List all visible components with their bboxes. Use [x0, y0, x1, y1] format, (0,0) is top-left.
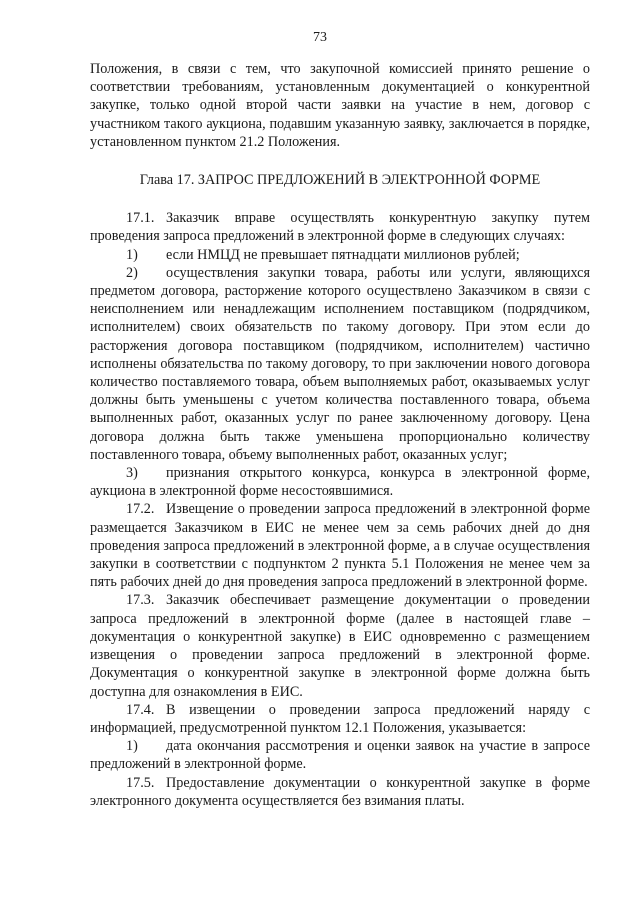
section-number: 17.2. [126, 501, 155, 518]
chapter-title: Глава 17. ЗАПРОС ПРЕДЛОЖЕНИЙ В ЭЛЕКТРОННОЙ ФОРМЕ [139, 172, 541, 189]
list-item [90, 264, 590, 464]
item-text: осуществления закупки товара, работы или услуги, являющихся предметом договора, расторжение которого осуществлено Заказчиком в связи с неисполнением или ненадлежащим исполнением поставщиком (подрядчиком, исполнителем) своих обязательств по такому договору. При этом если до расторжения договора поставщиком (подрядчиком, исполнителем) частично исполнены обязательства по такому договору, то при заключении нового договора количество поставляемого товара, объем выполняемых работ, оказываемых услуг должны быть уменьшены с учетом количества поставленного товара, объема выполненных работ, оказанных услуг по ранее заключенному договору. Цена договора должна быть также уменьшена пропорционально количеству поставленного товара, объему выполненных работ, оказанных услуг; [90, 264, 590, 463]
section-number: 17.5. [126, 774, 155, 791]
item-number: 1) [126, 738, 138, 755]
list-item [90, 737, 590, 773]
section-text: Извещение о проведении запроса предложений в электронной форме размещается Заказчиком в ЕИС не менее чем за семь рабочих дней до дня проведения запроса предложений в электронной форме, а в случае осуществления закупки в соответствии с подпунктом 2 пункта 5.1 Положения не менее чем за пять рабочих дней до дня проведения запроса предложений в электронной форме. [90, 501, 590, 591]
document-body [90, 60, 590, 810]
section-17-5 [90, 774, 590, 810]
section-17-1 [90, 209, 590, 245]
page-number: 73 [313, 30, 327, 45]
section-number: 17.4. [126, 701, 155, 718]
item-text: если НМЦД не превышает пятнадцати миллионов рублей; [166, 246, 520, 263]
item-number: 1) [126, 246, 138, 263]
section-17-3 [90, 591, 590, 700]
item-number: 3) [126, 465, 138, 482]
section-17-2 [90, 500, 590, 591]
section-text: Заказчик обеспечивает размещение документации о проведении запроса предложений в электронной форме (далее в настоящей главе – документация о конкурентной закупке) в ЕИС одновременно с размещением извещения о проведении запроса предложений в электронной форме. Документация о конкурентной закупке в электронной форме должна быть доступна для ознакомления в ЕИС. [90, 592, 590, 700]
section-number: 17.1. [126, 210, 155, 227]
section-text: В извещении о проведении запроса предложений наряду с информацией, предусмотренной пунктом 12.1 Положения, указывается: [90, 701, 590, 736]
list-item [90, 464, 590, 500]
item-text: дата окончания рассмотрения и оценки заявок на участие в запросе предложений в электронной форме. [90, 738, 590, 773]
list-item [90, 246, 590, 264]
section-text: Заказчик вправе осуществлять конкурентную закупку путем проведения запроса предложений в электронной форме в следующих случаях: [90, 210, 590, 245]
section-number: 17.3. [126, 592, 155, 609]
section-17-4 [90, 701, 590, 737]
intro-paragraph: Положения, в связи с тем, что закупочной комиссией принято решение о соответствии требованиям, установленным документацией о конкурентной закупке, только одной второй части заявки на участие в нем, договор с участником такого аукциона, подавшим указанную заявку, заключается в порядке, установленном пунктом 21.2 Положения. [90, 61, 590, 150]
item-text: признания открытого конкурса, конкурса в электронной форме, аукциона в электронной форме несостоявшимися. [90, 465, 590, 500]
section-text: Предоставление документации о конкурентной закупке в форме электронного документа осуществляется без взимания платы. [90, 774, 590, 809]
item-number: 2) [126, 264, 138, 281]
